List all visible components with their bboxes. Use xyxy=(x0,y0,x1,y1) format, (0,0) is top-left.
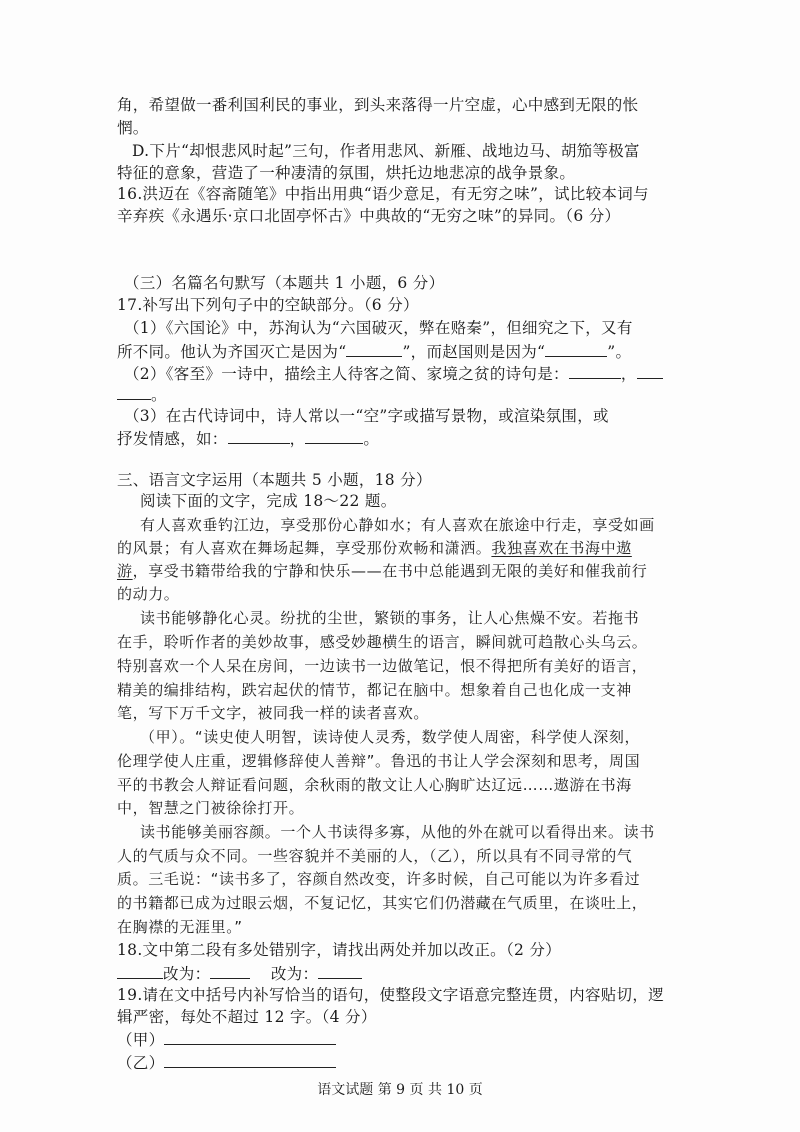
q17-blank-4a[interactable] xyxy=(637,362,663,379)
passage-p1-line-2-text: 的风景；有人喜欢在舞场起舞，享受那份欢畅和潇洒。 xyxy=(117,539,492,557)
q17-item2-text: （2）《客至》一诗中，描绘主人待客之简、家境之贫的诗句是： xyxy=(124,365,569,383)
section3-heading: （三）名篇名句默写（本题共 1 小题，6 分） xyxy=(124,274,445,292)
q17-title: 17.补写出下列句子中的空缺部分。（6 分） xyxy=(117,296,419,314)
passage-p1-line-3 xyxy=(117,560,647,582)
q18-blank-2[interactable] xyxy=(210,962,250,979)
q19-title-line-1: 19.请在文中括号内补写恰当的语句，使整段文字语意完整连贯，内容贴切，逻 xyxy=(117,986,664,1004)
q17-item1-text-b: ”，而赵国则是因为“ xyxy=(402,343,546,361)
q17-item1-line-2 xyxy=(117,340,631,363)
q17-item3-end: 。 xyxy=(363,430,380,448)
passage-p1-line-2 xyxy=(117,537,632,559)
passage-p2-line-5: 笔，写下万千文字，被同我一样的读者喜欢。 xyxy=(117,704,430,722)
q17-blank-3[interactable] xyxy=(569,362,621,379)
q19-answer-yi xyxy=(117,1051,336,1074)
passage-p3-line-4: 中，智慧之门被徐徐打开。 xyxy=(117,799,305,817)
passage-underlined-sentence-b: 游 xyxy=(117,562,133,580)
q16-line-2: 辛弃疾《永遇乐·京口北固亭怀古》中典故的“无穷之味”的异同。（6 分） xyxy=(117,207,621,225)
q19-label-jia: （甲） xyxy=(117,1031,165,1049)
passage-p4-line-2: 人的气质与众不同。一些容貌并不美丽的人，（乙），所以具有不同寻常的气 xyxy=(117,847,633,865)
q18-title: 18.文中第二段有多处错别字，请找出两处并加以改正。（2 分） xyxy=(117,941,561,959)
q19-blank-yi[interactable] xyxy=(164,1051,336,1068)
q17-item2-line-1 xyxy=(124,362,663,385)
q17-item1-text-c: ”。 xyxy=(607,343,632,361)
q17-item1-line-1: （1）《六国论》中，苏洵认为“六国破灭，弊在赂秦”，但细究之下，又有 xyxy=(124,319,633,337)
q17-blank-6[interactable] xyxy=(305,427,363,444)
page-footer: 语文试题 第 9 页 共 10 页 xyxy=(317,1082,483,1098)
q17-item3-sep: ， xyxy=(289,430,306,448)
passage-underlined-sentence-a: 我独喜欢在书海中遨 xyxy=(491,539,632,557)
passage-p2-line-4: 精美的编排结构，跌宕起伏的情节，都记在脑中。想象着自己也化成一支神 xyxy=(117,681,632,699)
q17-blank-1[interactable] xyxy=(346,340,402,357)
q17-item3-line-2 xyxy=(117,427,379,450)
passage-p4-line-1: 读书能够美丽容颜。一个人书读得多寡，从他的外在就可以看得出来。读书 xyxy=(140,823,655,841)
passage-p4-line-5: 在胸襟的无涯里。” xyxy=(117,918,243,936)
q18-answer-line xyxy=(117,962,362,985)
q17-item2-end: 。 xyxy=(151,386,167,404)
q17-blank-2[interactable] xyxy=(545,340,607,357)
passage-p3-line-2: 伦理学使人庄重，逻辑修辞使人善辩”。鲁迅的书让人学会深刻和思考，周国 xyxy=(117,752,641,770)
q15-continuation-line-2: 惘。 xyxy=(117,119,149,137)
q17-blank-5[interactable] xyxy=(228,427,290,444)
passage-p3-line-3: 平的书教会人辩证看问题，余秋雨的散文让人心胸旷达辽远……遨游在书海 xyxy=(117,776,632,794)
part3-instruction: 阅读下面的文字，完成 18～22 题。 xyxy=(140,492,397,510)
passage-p1-line-4: 的动力。 xyxy=(117,585,180,603)
q17-blank-4b[interactable] xyxy=(117,383,151,400)
passage-p1-line-3-text: ，享受书籍带给我的宁静和快乐——在书中总能遇到无限的美好和催我前行 xyxy=(132,562,648,580)
q17-item2-sep: ， xyxy=(620,365,637,383)
passage-p4-line-3: 质。三毛说：“读书多了，容颜自然改变，许多时候，自己可能以为许多看过 xyxy=(117,870,641,888)
q19-title-line-2: 辑严密，每处不超过 12 字。（4 分） xyxy=(117,1008,377,1026)
q18-blank-1[interactable] xyxy=(117,962,163,979)
passage-p1-line-1: 有人喜欢垂钓江边，享受那份心静如水；有人喜欢在旅途中行走，享受如画 xyxy=(140,516,655,534)
passage-p2-line-2: 在手，聆听作者的美妙故事，感受妙趣横生的语言，瞬间就可趋散心头乌云。 xyxy=(117,633,648,651)
q19-answer-jia xyxy=(117,1028,336,1051)
q19-label-yi: （乙） xyxy=(117,1054,165,1072)
q15-continuation-line-1: 角，希望做一番利国利民的事业，到头来落得一片空虚，心中感到无限的怅 xyxy=(117,96,639,114)
q15-option-d-line-1: D.下片“却恨悲风时起”三句，作者用悲风、新雁、战地边马、胡笳等极富 xyxy=(132,142,640,160)
passage-p3-line-1: （甲）。“读史使人明智，读诗使人灵秀，数学使人周密，科学使人深刻， xyxy=(140,728,641,746)
q17-item3-text: 抒发情感，如： xyxy=(117,430,228,448)
passage-p2-line-1: 读书能够静化心灵。纷扰的尘世，繁锁的事务，让人心焦燥不安。若拖书 xyxy=(140,609,640,627)
q19-blank-jia[interactable] xyxy=(164,1028,336,1045)
passage-p2-line-3: 特别喜欢一个人呆在房间，一边读书一边做笔记，恨不得把所有美好的语言， xyxy=(117,657,648,675)
passage-p4-line-4: 的书籍都已成为过眼云烟，不复记忆，其实它们仍潜藏在气质里，在谈吐上， xyxy=(117,894,648,912)
q17-item3-line-1: （3）在古代诗词中，诗人常以一“空”字或描写景物，或渲染氛围，或 xyxy=(124,407,609,425)
q18-blank-3[interactable] xyxy=(318,962,362,979)
q17-item1-text-a: 所不同。他认为齐国灭亡是因为“ xyxy=(117,343,347,361)
q16-line-1: 16.洪迈在《容斋随笔》中指出用典“语少意足，有无穷之味”，试比较本词与 xyxy=(117,185,649,203)
q18-change-label-1: 改为： xyxy=(163,965,211,983)
part3-heading: 三、语言文字运用（本题共 5 小题，18 分） xyxy=(117,471,432,489)
q15-option-d-line-2: 特征的意象，营造了一种凄清的氛围，烘托边地悲凉的战争景象。 xyxy=(117,164,576,182)
q17-item2-line-2 xyxy=(117,383,167,406)
q18-change-label-2: 改为： xyxy=(270,965,319,983)
